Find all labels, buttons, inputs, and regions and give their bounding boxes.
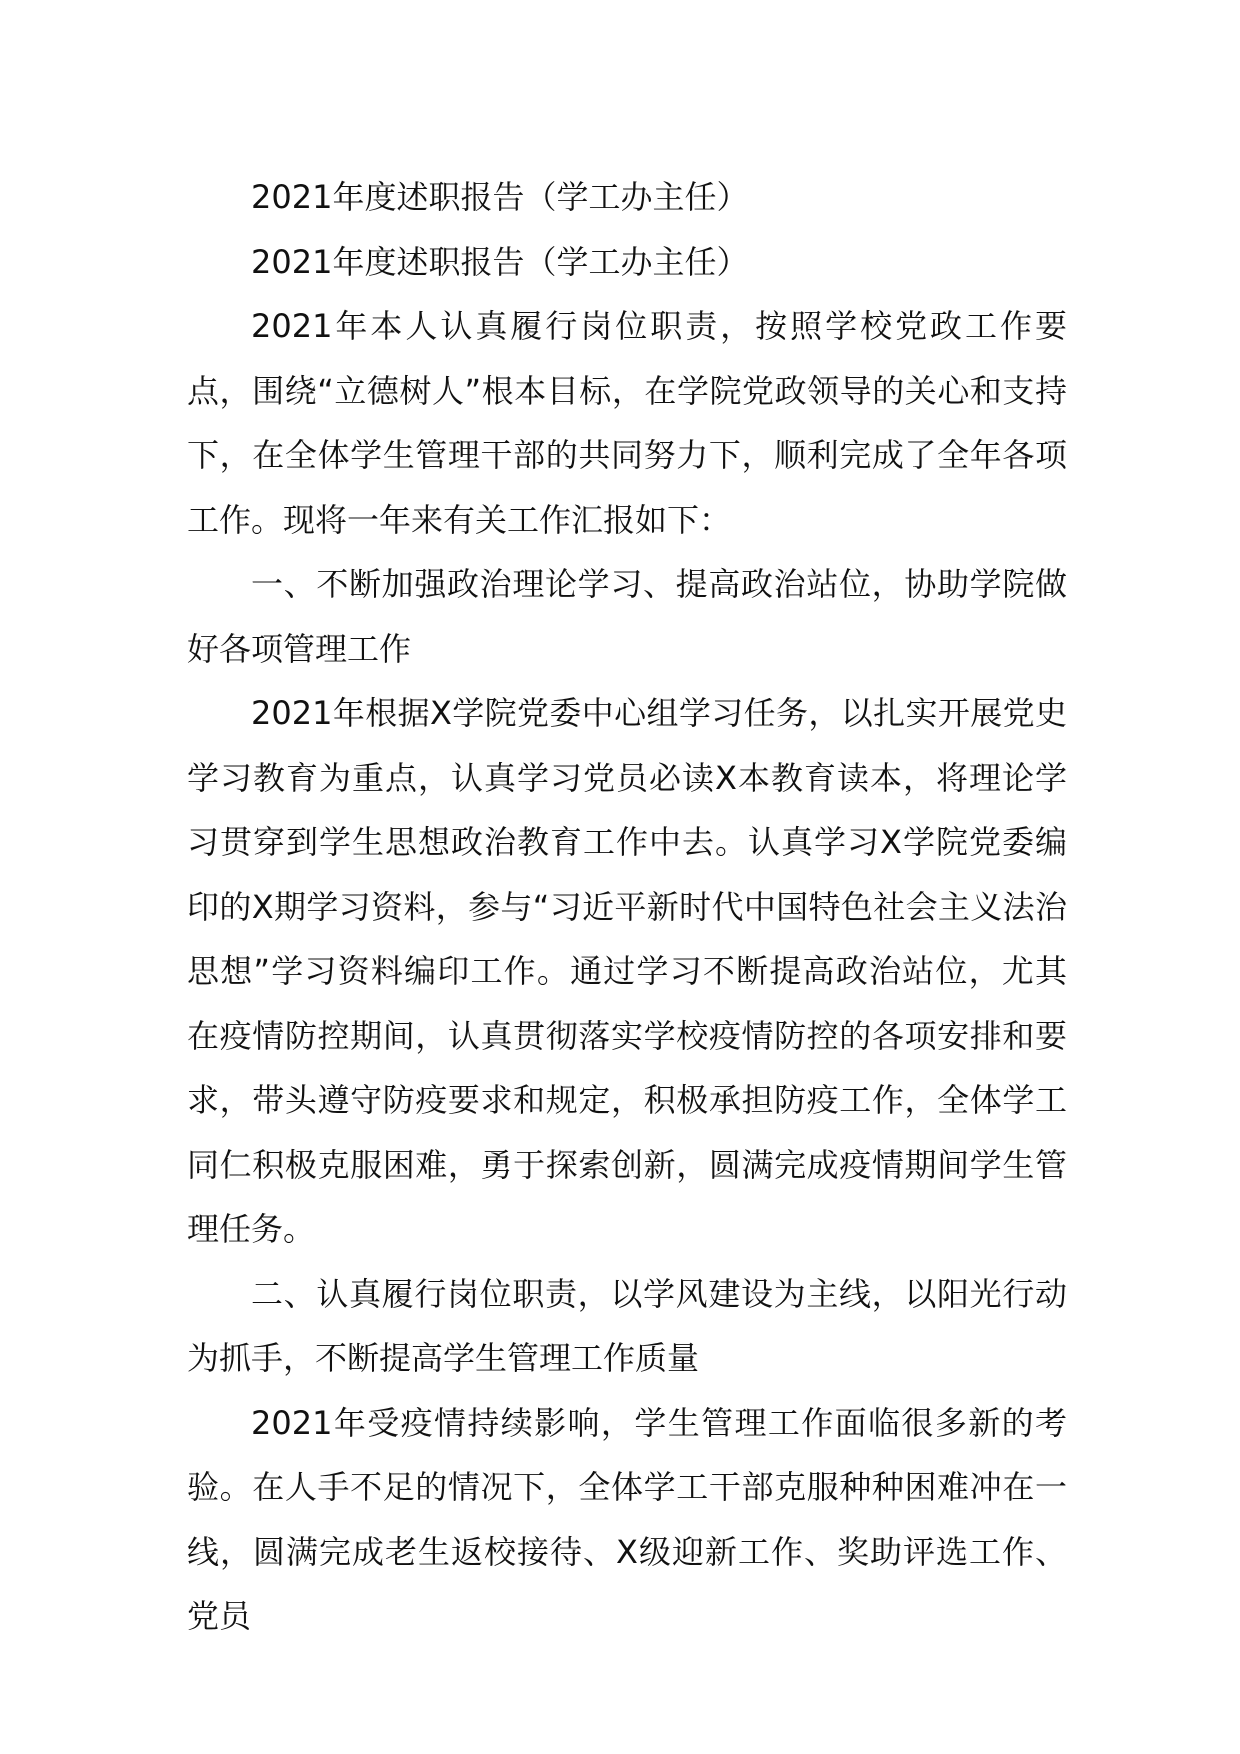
intro-paragraph: 2021年本人认真履行岗位职责，按照学校党政工作要点，围绕“立德树人”根本目标，在学院党政领导的关心和支持下，在全体学生管理干部的共同努力下，顺利完成了全年各项工作。现将一年来有关工作汇报如下： xyxy=(187,307,1067,539)
section-2-paragraph: 2021年受疫情持续影响，学生管理工作面临很多新的考验。在人手不足的情况下，全体学工干部克服种种困难冲在一线，圆满完成老生返校接待、X级迎新工作、奖助评选工作、党员 xyxy=(187,1403,1067,1635)
document-title: 2021年度述职报告（学工办主任） xyxy=(251,178,749,216)
section-heading-1: 一、不断加强政治理论学习、提高政治站位，协助学院做好各项管理工作 xyxy=(187,565,1067,668)
section-1-paragraph: 2021年根据X学院党委中心组学习任务，以扎实开展党史学习教育为重点，认真学习党员必读X本教育读本，将理论学习贯穿到学生思想政治教育工作中去。认真学习X学院党委编印的X期学习资料，参与“习近平新时代中国特色社会主义法治思想”学习资料编印工作。通过学习不断提高政治站位，尤其在疫情防控期间，认真贯彻落实学校疫情防控的各项安排和要求，带头遵守防疫要求和规定，积极承担防疫工作，全体学工同仁积极克服困难，勇于探索创新，圆满完成疫情期间学生管理任务。 xyxy=(187,694,1067,1248)
document-body xyxy=(187,165,1067,1649)
section-heading-2: 二、认真履行岗位职责，以学风建设为主线，以阳光行动为抓手，不断提高学生管理工作质量 xyxy=(187,1274,1067,1377)
document-subtitle: 2021年度述职报告（学工办主任） xyxy=(251,242,749,281)
